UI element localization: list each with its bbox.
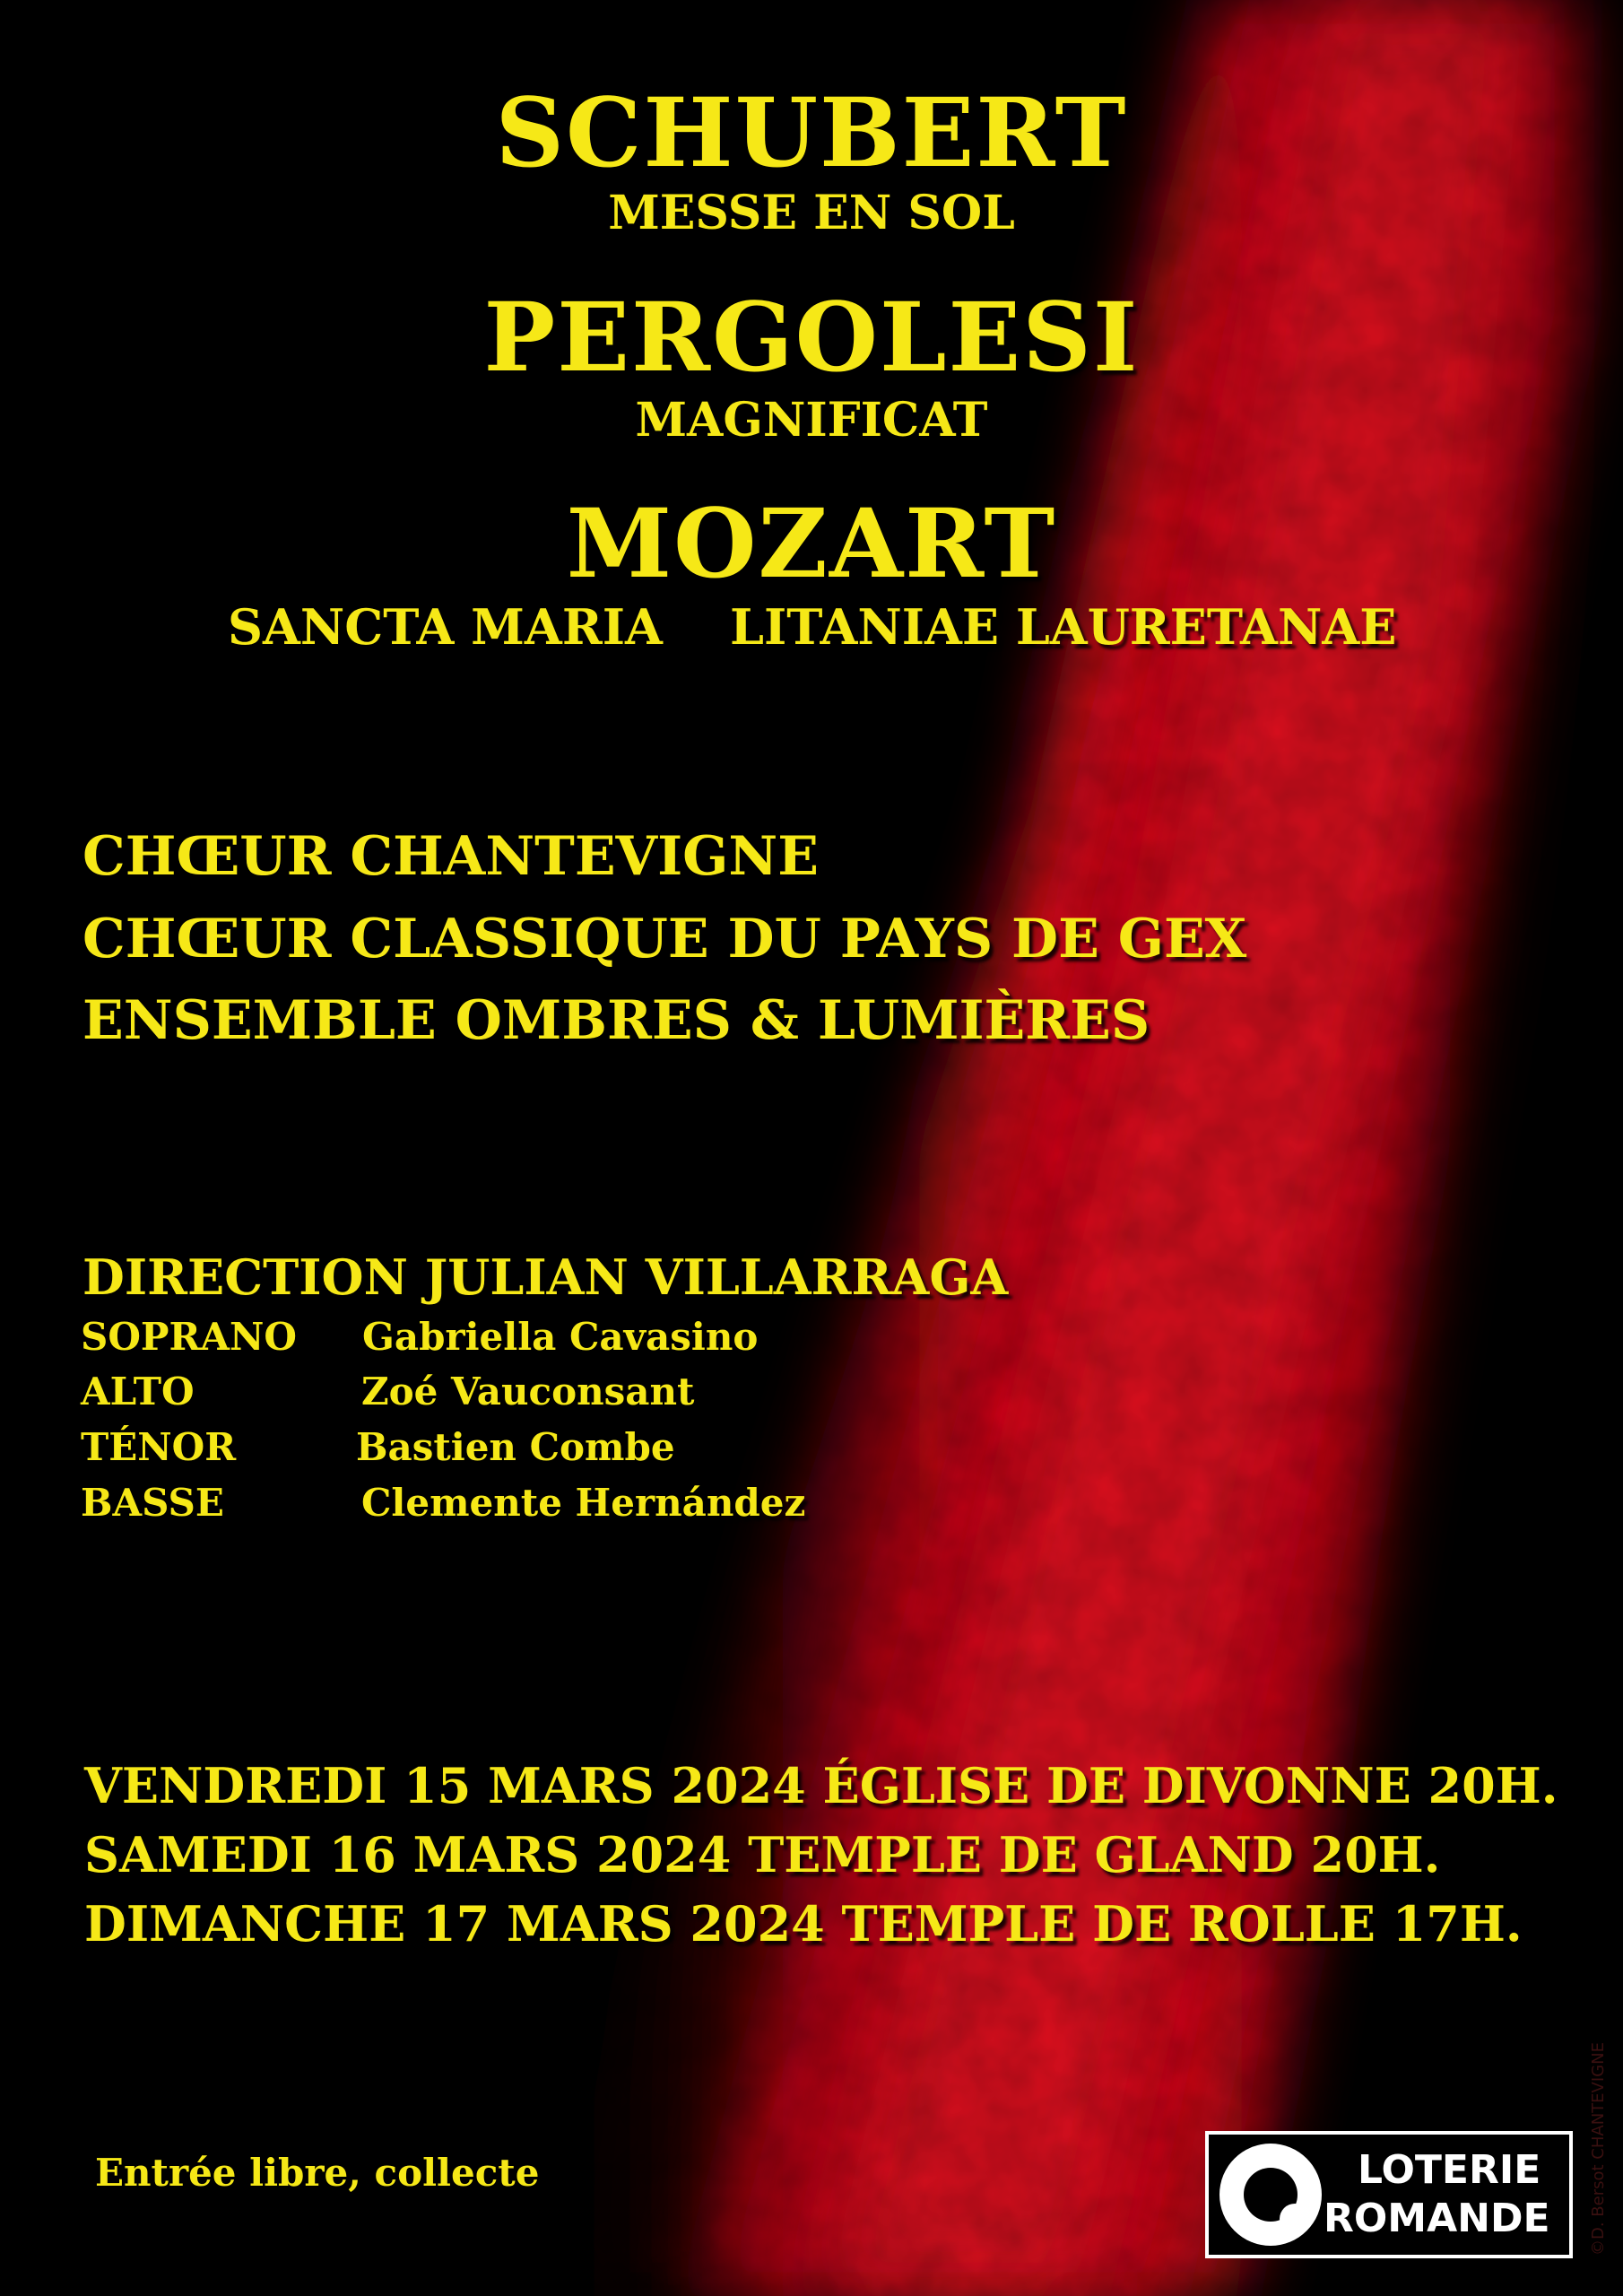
work-messe-en-sol: MESSE EN SOL <box>608 186 1015 240</box>
logo-line-1: LOTERIE <box>1358 2147 1541 2193</box>
singer-tenor: Bastien Combe <box>356 1425 675 1469</box>
ensemble-choeur-chantevigne: CHŒUR CHANTEVIGNE <box>82 825 819 888</box>
loterie-romande-logo <box>1205 2131 1573 2258</box>
work-magnificat: MAGNIFICAT <box>635 393 988 448</box>
conductor-direction: DIRECTION JULIAN VILLARRAGA <box>82 1248 1009 1306</box>
concert-date-rolle: DIMANCHE 17 MARS 2024 TEMPLE DE ROLLE 17H. <box>84 1895 1523 1952</box>
singer-basse: Clemente Hernández <box>361 1481 806 1525</box>
work-litaniae-lauretanae: LITANIAE LAURETANAE <box>730 598 1397 656</box>
composer-schubert: SCHUBERT <box>495 76 1128 188</box>
singer-soprano: Gabriella Cavasino <box>362 1315 759 1359</box>
work-sancta-maria: SANCTA MARIA <box>228 598 663 656</box>
role-alto: ALTO <box>81 1370 195 1413</box>
singer-alto: Zoé Vauconsant <box>361 1370 695 1413</box>
composer-pergolesi: PERGOLESI <box>483 281 1140 393</box>
admission-note: Entrée libre, collecte <box>95 2151 540 2195</box>
role-soprano: SOPRANO <box>81 1315 297 1359</box>
concert-date-gland: SAMEDI 16 MARS 2024 TEMPLE DE GLAND 20H. <box>84 1826 1441 1883</box>
ensemble-choeur-classique-gex: CHŒUR CLASSIQUE DU PAYS DE GEX <box>82 908 1247 970</box>
concert-date-divonne: VENDREDI 15 MARS 2024 ÉGLISE DE DIVONNE 20H. <box>84 1757 1558 1814</box>
photo-credit: ©D. Bersot CHANTEVIGNE <box>1589 2042 1608 2256</box>
loterie-ball-icon <box>1219 2144 1322 2246</box>
role-tenor: TÉNOR <box>81 1425 237 1469</box>
logo-line-2: ROMANDE <box>1324 2196 1550 2241</box>
role-basse: BASSE <box>81 1481 224 1525</box>
composer-mozart: MOZART <box>566 487 1057 599</box>
ensemble-ombres-lumieres: ENSEMBLE OMBRES & LUMIÈRES <box>82 989 1150 1052</box>
